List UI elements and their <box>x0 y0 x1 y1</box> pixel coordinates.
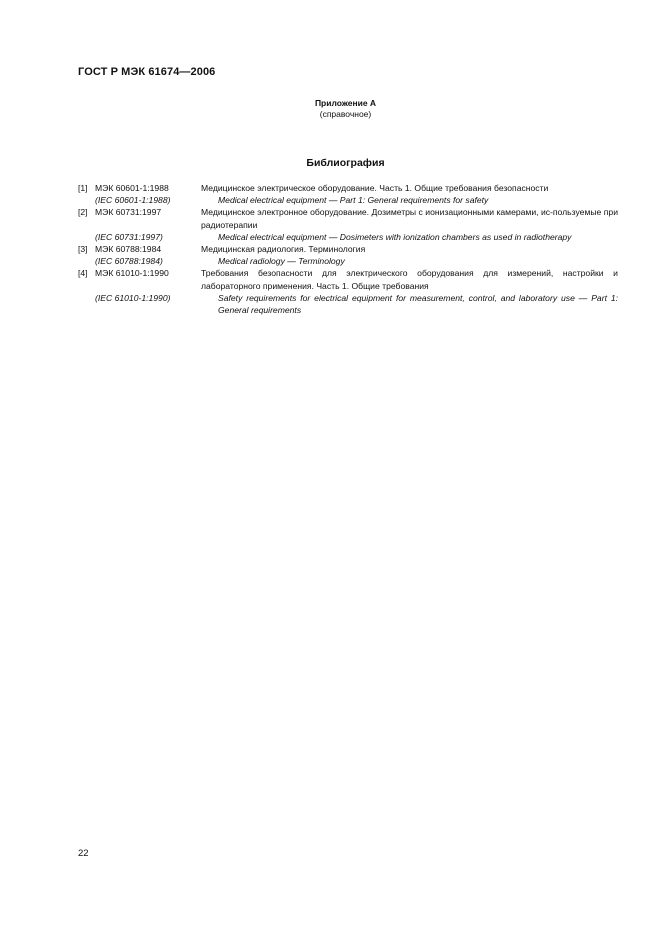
entry-number: [1] <box>78 183 88 193</box>
bibliography-list <box>78 182 618 316</box>
bibliography-heading: Библиография <box>306 157 385 169</box>
annex-title: Приложение А <box>314 98 377 108</box>
bibliography-entry <box>78 267 618 291</box>
entry-reference: МЭК 61010-1:1990 <box>95 268 169 279</box>
entry-number: [2] <box>78 207 88 218</box>
bibliography-entry-iec <box>78 255 618 267</box>
entry-iec-reference: (IEC 60601-1:1988) <box>95 195 171 206</box>
entry-number: [3] <box>78 244 88 255</box>
entry-title: Медицинское электрическое оборудование. Часть 1. Общие требования безопасности <box>201 183 549 193</box>
document-header: ГОСТ Р МЭК 61674—2006 <box>78 66 216 78</box>
entry-title: Медицинское электронное оборудование. Дозиметры с ионизационными камерами, ис-пользуемые при радиотерапии <box>201 207 618 230</box>
entry-number: [4] <box>78 268 88 279</box>
annex-block <box>0 98 661 120</box>
entry-iec-reference: (IEC 61010-1:1990) <box>95 292 171 303</box>
bibliography-entry <box>78 206 618 230</box>
entry-iec-title: Safety requirements for electrical equipment for measurement, control, and laboratory use — Part 1: General requirements <box>218 292 618 316</box>
entry-reference: МЭК 60601-1:1988 <box>95 183 169 193</box>
entry-reference: МЭК 60731:1997 <box>95 207 162 218</box>
annex-subtitle: (справочное) <box>319 109 372 119</box>
entry-iec-reference: (IEC 60788:1984) <box>95 256 163 267</box>
bibliography-entry-iec <box>78 194 618 206</box>
bibliography-entry-iec <box>78 292 618 316</box>
bibliography-entry <box>78 243 618 255</box>
page-number: 22 <box>78 848 89 859</box>
entry-iec-title: Medical electrical equipment — Dosimeters with ionization chambers as used in radiotherapy <box>218 231 572 242</box>
entry-reference: МЭК 60788:1984 <box>95 244 162 255</box>
entry-iec-reference: (IEC 60731:1997) <box>95 231 163 242</box>
entry-title: Требования безопасности для электрического оборудования для измерений, настройки и лабораторного применения. Часть 1. Общие требования <box>201 268 618 291</box>
entry-title: Медицинская радиология. Терминология <box>201 244 366 255</box>
entry-iec-title: Medical electrical equipment — Part 1: General requirements for safety <box>218 195 489 206</box>
entry-iec-title: Medical radiology — Terminology <box>218 256 345 267</box>
bibliography-entry <box>78 182 618 194</box>
bibliography-entry-iec <box>78 231 618 243</box>
